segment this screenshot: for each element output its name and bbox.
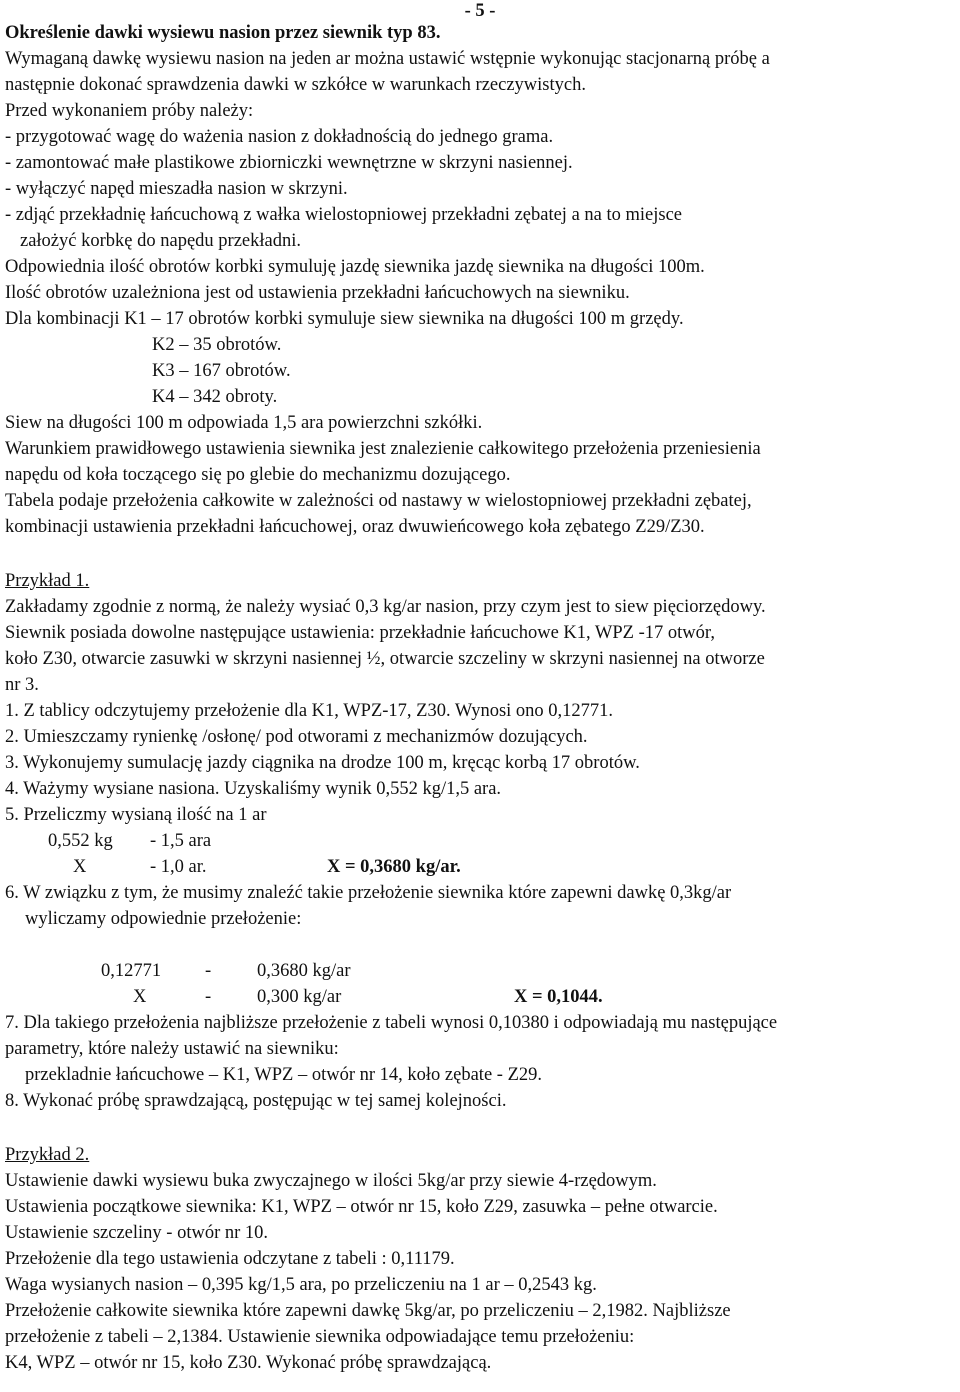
example1-step6: wyliczamy odpowiednie przełożenie: [25, 909, 302, 929]
calc1-cell: - 1,0 ar. [150, 857, 207, 877]
example2-title: Przykład 2. [5, 1145, 90, 1165]
example1-line: 1. Z tablicy odczytujemy przełożenie dla K1, WPZ-17, Z30. Wynosi ono 0,12771. [5, 701, 614, 721]
example1-line: nr 3. [5, 675, 39, 695]
example1-step8: 8. Wykonać próbę sprawdzającą, postępując w tej samej kolejności. [5, 1091, 507, 1111]
body-line: Warunkiem prawidłowego ustawienia siewnika jest znalezienie całkowitego przełożenia przeniesienia [5, 439, 761, 459]
example1-title: Przykład 1. [5, 571, 90, 591]
example1-step6: 6. W związku z tym, że musimy znaleźć takie przełożenie siewnika które zapewni dawkę 0,3kg/ar [5, 883, 732, 903]
example1-line: koło Z30, otwarcie zasuwki w skrzyni nasiennej ½, otwarcie szczeliny w skrzyni nasiennej na otworze [5, 649, 765, 669]
step-item: - zdjąć przekładnię łańcuchową z wałka wielostopniowej przekładni zębatej a na to miejsce [5, 205, 683, 225]
example2-line: Przełożenie całkowite siewnika które zapewni dawkę 5kg/ar, po przeliczeniu – 2,1982. Najbliższe [5, 1301, 731, 1321]
calc2-cell: 0,12771 [101, 961, 162, 981]
example2-line: Ustawienie szczeliny - otwór nr 10. [5, 1223, 269, 1243]
example1-step7: przekladnie łańcuchowe – K1, WPZ – otwór nr 14, koło zębate - Z29. [25, 1065, 542, 1085]
calc1-cell: X [73, 857, 87, 877]
calc2-cell: 0,3680 kg/ar [257, 961, 351, 981]
calc2-cell: - [205, 961, 212, 981]
example1-step7: 7. Dla takiego przełożenia najbliższe przełożenie z tabeli wynosi 0,10380 i odpowiadają mu następujące [5, 1013, 778, 1033]
example2-line: Waga wysianych nasion – 0,395 kg/1,5 ara, po przeliczeniu na 1 ar – 0,2543 kg. [5, 1275, 597, 1295]
body-line: Tabela podaje przełożenia całkowite w zależności od nastawy w wielostopniowej przekładni zębatej, [5, 491, 752, 511]
example2-line: Przełożenie dla tego ustawienia odczytane z tabeli : 0,11179. [5, 1249, 455, 1269]
example2-line: Ustawienie dawki wysiewu buka zwyczajnego w ilości 5kg/ar przy siewie 4-rzędowym. [5, 1171, 657, 1191]
heading: Określenie dawki wysiewu nasion przez siewnik typ 83. [5, 23, 441, 43]
step-item: - przygotować wagę do ważenia nasion z dokładnością do jednego grama. [5, 127, 554, 147]
calc2-result: X = 0,1044. [514, 987, 603, 1007]
example1-line: 5. Przeliczmy wysianą ilość na 1 ar [5, 805, 267, 825]
intro-line: Wymaganą dawkę wysiewu nasion na jeden ar można ustawić wstępnie wykonując stacjonarną próbę a [5, 49, 770, 69]
example2-line: K4, WPZ – otwór nr 15, koło Z30. Wykonać próbę sprawdzającą. [5, 1353, 492, 1373]
example1-step7: parametry, które należy ustawić na siewniku: [5, 1039, 339, 1059]
example2-line: przełożenie z tabeli – 2,1384. Ustawienie siewnika odpowiadające temu przełożeniu: [5, 1327, 635, 1347]
body-line: kombinacji ustawienia przekładni łańcuchowej, oraz dwuwieńcowego koła zębatego Z29/Z30. [5, 517, 705, 537]
combo-line: K3 – 167 obrotów. [152, 361, 291, 381]
body-line: Odpowiednia ilość obrotów korbki symuluję jazdę siewnika jazdę siewnika na długości 100m. [5, 257, 705, 277]
combo-line: K4 – 342 obroty. [152, 387, 278, 407]
step-item: - zamontować małe plastikowe zbiorniczki wewnętrzne w skrzyni nasiennej. [5, 153, 573, 173]
example1-line: Siewnik posiada dowolne następujące ustawienia: przekładnie łańcuchowe K1, WPZ -17 otwór, [5, 623, 715, 643]
intro-line: następnie dokonać sprawdzenia dawki w szkółce w warunkach rzeczywistych. [5, 75, 586, 95]
calc2-cell: 0,300 kg/ar [257, 987, 342, 1007]
step-item: - wyłączyć napęd mieszadła nasion w skrzyni. [5, 179, 348, 199]
body-line: Dla kombinacji K1 – 17 obrotów korbki symuluje siew siewnika na długości 100 m grzędy. [5, 309, 684, 329]
example1-line: 3. Wykonujemy sumulację jazdy ciągnika na drodze 100 m, kręcąc korbą 17 obrotów. [5, 753, 640, 773]
combo-line: K2 – 35 obrotów. [152, 335, 282, 355]
intro-line: Przed wykonaniem próby należy: [5, 101, 254, 121]
calc1-result: X = 0,3680 kg/ar. [327, 857, 461, 877]
calc1-cell: - 1,5 ara [150, 831, 212, 851]
calc2-cell: - [205, 987, 212, 1007]
calc1-cell: 0,552 kg [48, 831, 113, 851]
example1-line: 2. Umieszczamy rynienkę /osłonę/ pod otworami z mechanizmów dozujących. [5, 727, 588, 747]
body-line: Ilość obrotów uzależniona jest od ustawienia przekładni łańcuchowych na siewniku. [5, 283, 630, 303]
example1-line: Zakładamy zgodnie z normą, że należy wysiać 0,3 kg/ar nasion, przy czym jest to siew pięciorzędowy. [5, 597, 766, 617]
body-line: Siew na długości 100 m odpowiada 1,5 ara powierzchni szkółki. [5, 413, 483, 433]
calc2-cell: X [133, 987, 147, 1007]
example2-line: Ustawienia początkowe siewnika: K1, WPZ – otwór nr 15, koło Z29, zasuwka – pełne otwarcie. [5, 1197, 718, 1217]
example1-line: 4. Ważymy wysiane nasiona. Uzyskaliśmy wynik 0,552 kg/1,5 ara. [5, 779, 502, 799]
body-line: napędu od koła toczącego się po glebie do mechanizmu dozującego. [5, 465, 511, 485]
page-number: - 5 - [464, 1, 496, 21]
step-item: założyć korbkę do napędu przekładni. [20, 231, 301, 251]
